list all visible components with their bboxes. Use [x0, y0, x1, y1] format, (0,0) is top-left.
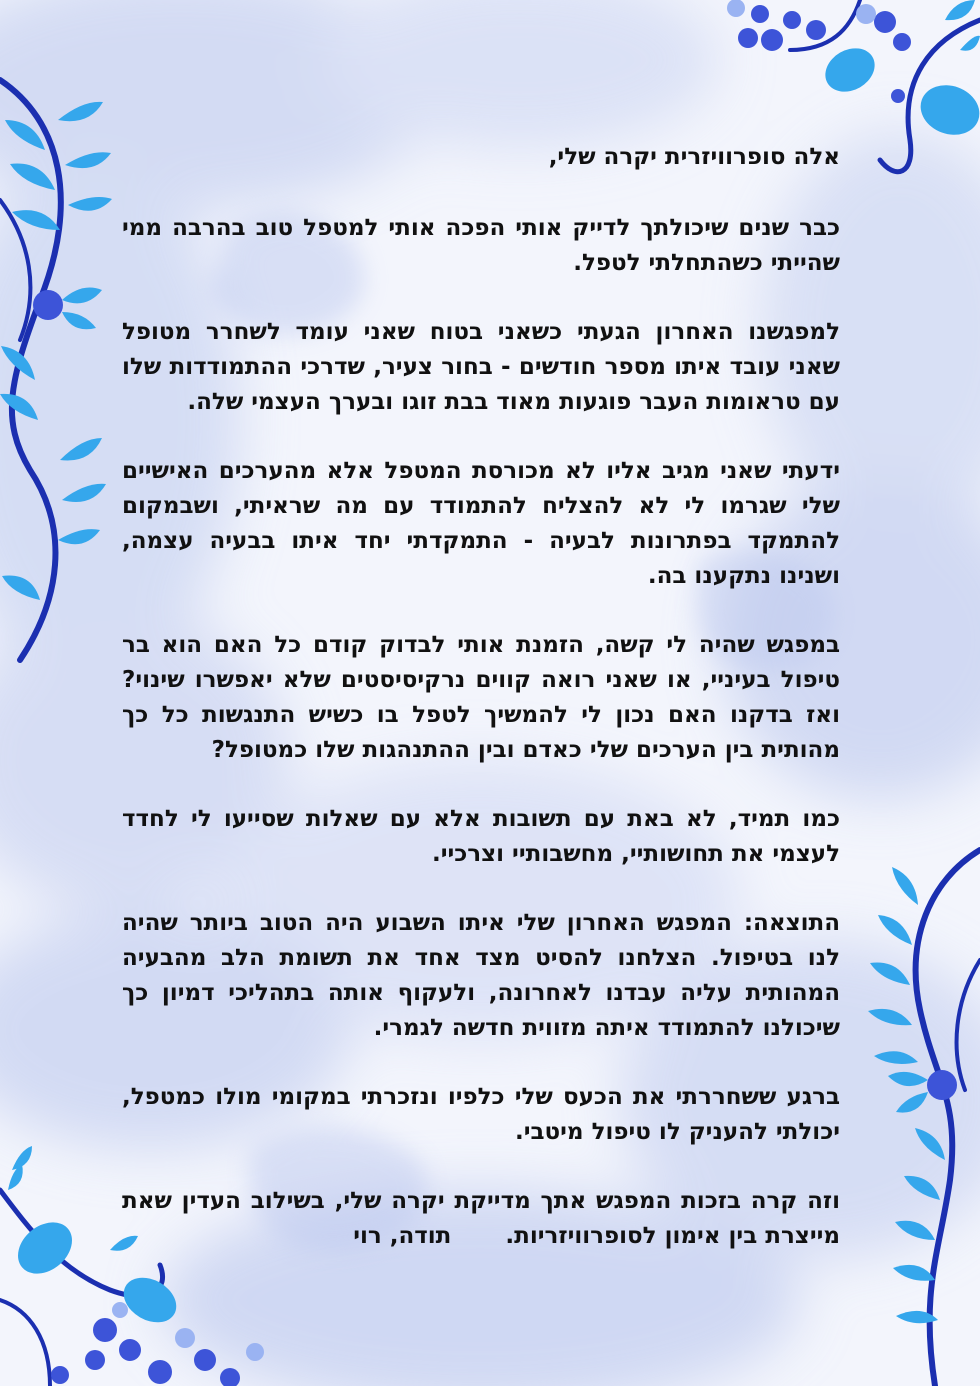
letter-paragraph-7: ברגע ששחררתי את הכעס שלי כלפיו ונזכרתי במקומי מולו כמטפל, יכולתי להעניק לו טיפול מיטבי. — [122, 1084, 840, 1145]
letter-paragraph-4: במפגש שהיה לי קשה, הזמנת אותי לבדוק קודם כל האם הוא בר טיפול בעיניי, או שאני רואה קווים נרקיסיסטים שלא יאפשרו שינוי? ואז בדקנו האם נכון לי להמשיך לטפל בו כשיש התנגשות כל כך מהותית בין הערכים שלי כאדם ובין ההתנהגות שלו כמטופל? — [122, 632, 840, 763]
letter-closing-paragraph — [122, 1184, 840, 1254]
letter-paragraph-5: כמו תמיד, לא באת עם תשובות אלא עם שאלות שסייעו לי לחדד לעצמי את תחושותיי, מחשבותיי וצרכיי. — [122, 806, 840, 867]
letter-paragraph-6: התוצאה: המפגש האחרון שלי איתו השבוע היה הטוב ביותר שהיה לנו בטיפול. הצלחנו להסיט מצד אחד את תשומת הלב מהבעיה המהותית עליה עבדנו לאחרונה, ולעקוף אותה בתהליכי דמיון כך שיכולנו להתמודד איתה מזווית חדשה לגמרי. — [122, 910, 840, 1041]
letter-body — [122, 140, 840, 1288]
letter-paragraph-2: למפגשנו האחרון הגעתי כשאני בטוח שאני עומד לשחרר מטופל שאני עובד איתו מספר חודשים - בחור צעיר, שדרכי ההתמודדות שלו עם טראומות העבר פוגעות מאוד בבת זוגו ובערך העצמי שלה. — [122, 319, 840, 415]
letter-paragraph-3: ידעתי שאני מגיב אליו לא מכורסת המטפל אלא מהערכים האישיים שלי שגרמו לי לא להצליח להתמודד עם מה שראיתי, ושבמקום להתמקד בפתרונות לבעיה - התמקדתי יחד איתו בבעיה עצמה, ושנינו נתקענו בה. — [122, 458, 840, 589]
letter-signoff: תודה, רוי — [353, 1223, 498, 1249]
letter-closing: וזה קרה בזכות המפגש אתך מדייקת יקרה שלי, בשילוב העדין שאת מייצרת בין אימון לסופרוויזריות. — [122, 1188, 840, 1249]
letter-paragraph-1: כבר שנים שיכולתך לדייק אותי הפכה אותי למטפל טוב בהרבה ממי שהייתי כשהתחלתי לטפל. — [122, 215, 840, 276]
letter-greeting: אלה סופרוויזרית יקרה שלי, — [548, 144, 840, 170]
